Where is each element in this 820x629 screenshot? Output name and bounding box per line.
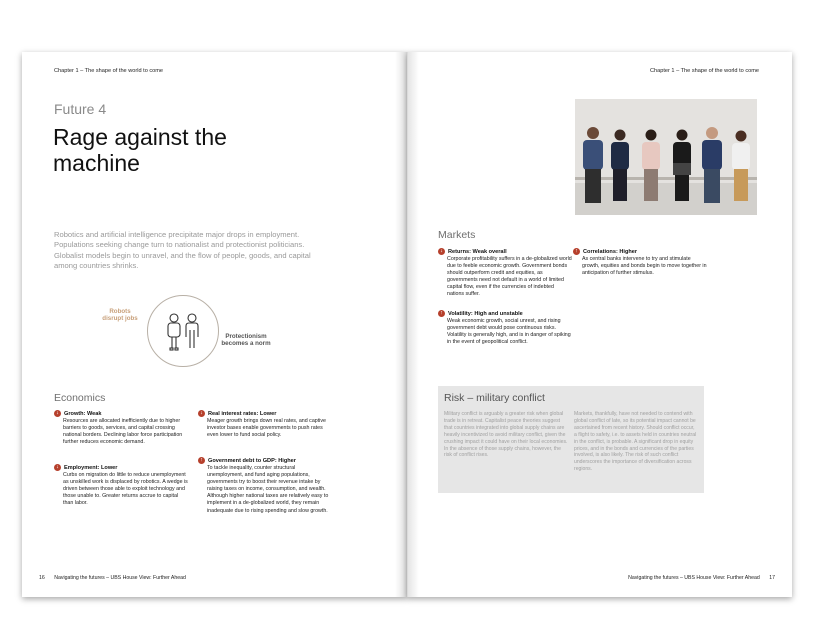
item-body: As central banks intervene to try and stimulate growth, equities and bonds begin to move together in anticipation of further stimulus. [582,256,707,277]
risk-column-2: Markets, thankfully, have not needed to contend with global conflict of late, so its potential impact cannot be ascertained from recent history. Should conflict occur, a flight to safety, i.e. to assets held in countries neutral in the conflict, is probable. A significant drop in equity prices, and in the bonds and currencies of the parties involved, is also likely. The risk of such conflict underscores the importance of diversification across regions. [574,411,697,473]
chapter-header-left: Chapter 1 – The shape of the world to come [54,68,164,74]
economics-item-growth [54,410,188,446]
right-page [407,52,792,597]
page-number-right: 17 [769,575,775,581]
arrow-up-icon: ↑ [438,310,445,317]
item-body: Corporate profitability suffers in a de-globalized world due to feeble economic growth. Government bonds should outperform credit and equities, as governments need not default in a world of limited capital flow, even if the currencies of indebted nations suffer. [447,256,572,298]
risk-column-1: Military conflict is arguably a greater risk when global trade is in retreat. Capitalist peace theories suggest that countries integrated into global supply chains are heavily incentivized to avoid military conflict, given the crushing impact it could have on their local economies. In the absence of those supply chains, however, the risk of conflict rises. [444,411,568,459]
markets-item-returns [438,248,572,299]
arrow-down-icon: ↓ [198,410,205,417]
item-head: Growth: Weak [64,410,102,417]
item-head: Correlations: Higher [583,248,638,255]
economics-heading: Economics [54,392,106,404]
footer-text-right: Navigating the futures – UBS House View: Further Ahead [628,575,760,581]
markets-item-volatility [438,310,572,346]
economics-item-gov-debt [198,457,332,515]
risk-heading: Risk – military conflict [444,392,545,404]
robots-label: Robots disrupt jobs [102,308,138,323]
markets-item-correlations [573,248,707,277]
people-icon [162,310,206,354]
item-body: Weak economic growth, social unrest, and rising government debt would pose continuous risks. Volatility is generally high, and is in danger of spiking in the event of geopolitical conflict. [447,318,571,346]
footer-right [628,575,775,581]
item-head: Volatility: High and unstable [448,310,523,317]
item-head: Real interest rates: Lower [208,410,277,417]
arrow-up-icon: ↑ [198,457,205,464]
arrow-down-icon: ↓ [54,410,61,417]
markets-heading: Markets [438,229,476,241]
item-head: Employment: Lower [64,464,118,471]
risk-box [438,386,704,493]
economics-item-real-rates [198,410,332,439]
arrow-down-icon: ↓ [438,248,445,255]
item-head: Returns: Weak overall [448,248,507,255]
item-body: Meager growth brings down real rates, and captive investor bases enable governments to push rates even lower to fund social policy. [207,418,326,439]
item-body: Curbs on migration do little to reduce unemployment as unskilled work is displaced by robotics. A wedge is driven between those able to exploit technology and those unable to. Greater returns accrue to capital than labor. [63,472,188,507]
footer-text-left: Navigating the futures – UBS House View: Further Ahead [54,575,186,581]
page-number-left: 16 [39,575,45,581]
item-body: Resources are allocated inefficiently due to higher barriers to goods, services, and capital crossing national borders. Declining labor force participation further reduces economic demand. [63,418,183,446]
spine-shadow [395,52,419,597]
page-title: Rage against the machine [53,124,227,176]
protectionism-label: Protectionism becomes a norm [221,333,271,348]
economics-item-employment [54,464,188,507]
brochure-spread [22,52,792,597]
intro-paragraph: Robotics and artificial intelligence precipitate major drops in employment. Populations seeking change turn to nationalist and protectionist politicians. Globalist models begin to unravel, and the flow of people, goods, and capital among countries shrinks. [54,230,311,270]
future-label: Future 4 [54,101,107,117]
chapter-header-right: Chapter 1 – The shape of the world to come [649,68,759,74]
people-photo [575,99,757,215]
waiting-people-image [575,99,757,215]
arrow-down-icon: ↓ [54,464,61,471]
arrow-up-icon: ↑ [573,248,580,255]
footer-left [39,575,186,581]
left-page [22,52,407,597]
item-head: Government debt to GDP: Higher [208,457,296,464]
item-body: To tackle inequality, counter structural unemployment, and fund aging populations, governments try to boost their revenue intake by raising taxes on income, consumption, and wealth. Although higher national taxes are relatively easy to implement in a de-globalized world, they remain inadequate due to rising spending and slow growth. [207,465,329,514]
